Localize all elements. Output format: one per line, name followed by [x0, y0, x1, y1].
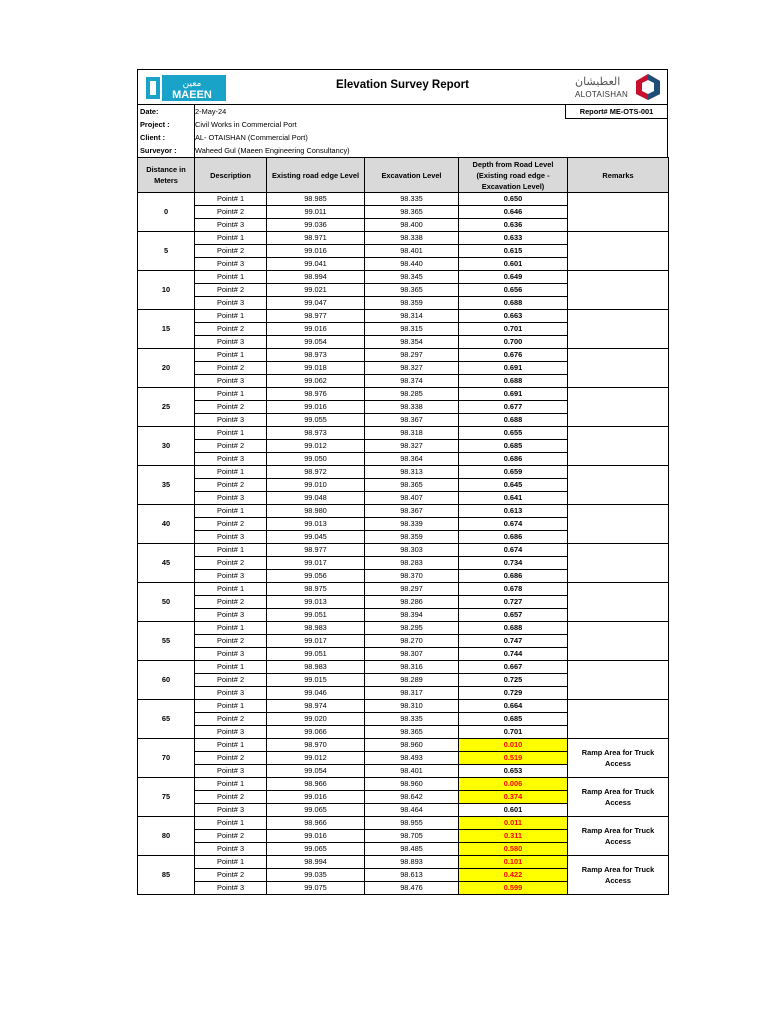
table-row — [138, 739, 669, 752]
alotaishan-logo-arabic: العطيشان — [575, 76, 621, 88]
description-cell: Point# 2 — [195, 830, 267, 843]
depth-cell: 0.674 — [459, 518, 568, 531]
description-cell: Point# 1 — [195, 466, 267, 479]
excavation-level-cell: 98.303 — [365, 544, 459, 557]
excavation-level-cell: 98.338 — [365, 232, 459, 245]
excavation-level-cell: 98.335 — [365, 193, 459, 206]
description-cell: Point# 3 — [195, 297, 267, 310]
existing-level-cell: 99.013 — [267, 518, 365, 531]
existing-level-cell: 99.016 — [267, 830, 365, 843]
description-cell: Point# 1 — [195, 544, 267, 557]
description-cell: Point# 1 — [195, 427, 267, 440]
depth-cell: 0.656 — [459, 284, 568, 297]
existing-level-cell: 99.016 — [267, 401, 365, 414]
depth-cell: 0.649 — [459, 271, 568, 284]
depth-cell: 0.422 — [459, 869, 568, 882]
remarks-cell — [568, 544, 669, 583]
existing-level-cell: 99.065 — [267, 843, 365, 856]
depth-cell: 0.650 — [459, 193, 568, 206]
existing-level-cell: 98.966 — [267, 817, 365, 830]
report-header — [137, 69, 668, 104]
table-row — [138, 778, 669, 791]
existing-level-cell: 98.994 — [267, 271, 365, 284]
description-cell: Point# 2 — [195, 206, 267, 219]
surveyor-label: Surveyor : — [140, 146, 177, 155]
description-cell: Point# 3 — [195, 843, 267, 856]
excavation-level-cell: 98.367 — [365, 505, 459, 518]
existing-level-cell: 99.035 — [267, 869, 365, 882]
remarks-cell — [568, 349, 669, 388]
depth-cell: 0.674 — [459, 544, 568, 557]
description-cell: Point# 1 — [195, 622, 267, 635]
depth-cell: 0.645 — [459, 479, 568, 492]
depth-cell: 0.615 — [459, 245, 568, 258]
depth-cell: 0.655 — [459, 427, 568, 440]
existing-level-cell: 99.016 — [267, 791, 365, 804]
description-cell: Point# 3 — [195, 375, 267, 388]
existing-level-cell: 98.971 — [267, 232, 365, 245]
excavation-level-cell: 98.297 — [365, 583, 459, 596]
table-row — [138, 310, 669, 323]
excavation-level-cell: 98.327 — [365, 440, 459, 453]
excavation-level-cell: 98.365 — [365, 726, 459, 739]
existing-level-cell: 99.055 — [267, 414, 365, 427]
excavation-level-cell: 98.339 — [365, 518, 459, 531]
depth-cell: 0.747 — [459, 635, 568, 648]
description-cell: Point# 2 — [195, 557, 267, 570]
existing-level-cell: 99.020 — [267, 713, 365, 726]
existing-level-cell: 98.974 — [267, 700, 365, 713]
table-row — [138, 622, 669, 635]
table-row — [138, 427, 669, 440]
depth-cell: 0.311 — [459, 830, 568, 843]
existing-level-cell: 98.985 — [267, 193, 365, 206]
existing-level-cell: 99.010 — [267, 479, 365, 492]
existing-level-cell: 99.062 — [267, 375, 365, 388]
survey-table-body — [138, 193, 669, 895]
date-label: Date: — [140, 107, 159, 116]
depth-cell: 0.664 — [459, 700, 568, 713]
depth-cell: 0.691 — [459, 388, 568, 401]
depth-cell: 0.691 — [459, 362, 568, 375]
description-cell: Point# 1 — [195, 856, 267, 869]
existing-level-cell: 98.983 — [267, 661, 365, 674]
remarks-cell — [568, 622, 669, 661]
description-cell: Point# 2 — [195, 791, 267, 804]
surveyor-value: Waheed Gul (Maeen Engineering Consultancy) — [195, 146, 350, 155]
existing-level-cell: 98.983 — [267, 622, 365, 635]
description-cell: Point# 3 — [195, 414, 267, 427]
description-cell: Point# 1 — [195, 310, 267, 323]
excavation-level-cell: 98.295 — [365, 622, 459, 635]
distance-cell: 65 — [138, 700, 195, 739]
depth-cell: 0.678 — [459, 583, 568, 596]
excavation-level-cell: 98.315 — [365, 323, 459, 336]
table-row — [138, 505, 669, 518]
depth-cell: 0.101 — [459, 856, 568, 869]
excavation-level-cell: 98.286 — [365, 596, 459, 609]
alotaishan-logo — [575, 73, 661, 103]
depth-cell: 0.653 — [459, 765, 568, 778]
existing-level-cell: 99.075 — [267, 882, 365, 895]
depth-cell: 0.613 — [459, 505, 568, 518]
depth-cell: 0.601 — [459, 258, 568, 271]
distance-cell: 25 — [138, 388, 195, 427]
existing-level-cell: 98.966 — [267, 778, 365, 791]
description-cell: Point# 2 — [195, 869, 267, 882]
existing-level-cell: 99.015 — [267, 674, 365, 687]
excavation-level-cell: 98.401 — [365, 245, 459, 258]
description-cell: Point# 2 — [195, 284, 267, 297]
remarks-cell: Ramp Area for Truck Access — [568, 778, 669, 817]
distance-cell: 5 — [138, 232, 195, 271]
excavation-level-cell: 98.289 — [365, 674, 459, 687]
existing-level-cell: 99.050 — [267, 453, 365, 466]
table-row — [138, 349, 669, 362]
description-cell: Point# 3 — [195, 609, 267, 622]
description-cell: Point# 2 — [195, 440, 267, 453]
excavation-level-cell: 98.314 — [365, 310, 459, 323]
distance-cell: 75 — [138, 778, 195, 817]
distance-cell: 40 — [138, 505, 195, 544]
depth-cell: 0.686 — [459, 570, 568, 583]
excavation-level-cell: 98.493 — [365, 752, 459, 765]
table-row — [138, 583, 669, 596]
existing-level-cell: 99.054 — [267, 336, 365, 349]
svg-text:معين: معين — [182, 79, 202, 89]
description-cell: Point# 2 — [195, 479, 267, 492]
excavation-level-cell: 98.705 — [365, 830, 459, 843]
remarks-cell — [568, 388, 669, 427]
description-cell: Point# 2 — [195, 713, 267, 726]
depth-cell: 0.011 — [459, 817, 568, 830]
existing-level-cell: 99.047 — [267, 297, 365, 310]
description-cell: Point# 3 — [195, 726, 267, 739]
depth-cell: 0.685 — [459, 713, 568, 726]
depth-cell: 0.010 — [459, 739, 568, 752]
depth-cell: 0.688 — [459, 375, 568, 388]
description-cell: Point# 1 — [195, 232, 267, 245]
excavation-level-cell: 98.310 — [365, 700, 459, 713]
existing-level-cell: 99.013 — [267, 596, 365, 609]
existing-level-cell: 99.018 — [267, 362, 365, 375]
remarks-cell — [568, 271, 669, 310]
table-row — [138, 700, 669, 713]
depth-cell: 0.701 — [459, 323, 568, 336]
col-remarks: Remarks — [568, 158, 669, 193]
excavation-level-cell: 98.394 — [365, 609, 459, 622]
existing-level-cell: 99.066 — [267, 726, 365, 739]
description-cell: Point# 1 — [195, 349, 267, 362]
depth-cell: 0.685 — [459, 440, 568, 453]
description-cell: Point# 2 — [195, 362, 267, 375]
excavation-level-cell: 98.955 — [365, 817, 459, 830]
existing-level-cell: 98.975 — [267, 583, 365, 596]
existing-level-cell: 99.041 — [267, 258, 365, 271]
existing-level-cell: 99.051 — [267, 648, 365, 661]
depth-cell: 0.519 — [459, 752, 568, 765]
excavation-level-cell: 98.285 — [365, 388, 459, 401]
remarks-cell: Ramp Area for Truck Access — [568, 739, 669, 778]
col-description: Description — [195, 158, 267, 193]
excavation-level-cell: 98.316 — [365, 661, 459, 674]
description-cell: Point# 3 — [195, 531, 267, 544]
distance-cell: 20 — [138, 349, 195, 388]
existing-level-cell: 99.051 — [267, 609, 365, 622]
excavation-level-cell: 98.359 — [365, 297, 459, 310]
description-cell: Point# 2 — [195, 245, 267, 258]
excavation-level-cell: 98.464 — [365, 804, 459, 817]
description-cell: Point# 1 — [195, 778, 267, 791]
distance-cell: 50 — [138, 583, 195, 622]
alotaishan-emblem-icon — [635, 73, 661, 101]
report-title: Elevation Survey Report — [336, 79, 469, 91]
excavation-level-cell: 98.365 — [365, 284, 459, 297]
existing-level-cell: 99.054 — [267, 765, 365, 778]
depth-cell: 0.633 — [459, 232, 568, 245]
description-cell: Point# 2 — [195, 596, 267, 609]
table-header-row — [138, 158, 669, 193]
depth-cell: 0.729 — [459, 687, 568, 700]
existing-level-cell: 99.017 — [267, 557, 365, 570]
remarks-cell — [568, 310, 669, 349]
excavation-level-cell: 98.345 — [365, 271, 459, 284]
excavation-level-cell: 98.367 — [365, 414, 459, 427]
existing-level-cell: 98.977 — [267, 544, 365, 557]
col-excavation-level: Excavation Level — [365, 158, 459, 193]
distance-cell: 30 — [138, 427, 195, 466]
excavation-level-cell: 98.354 — [365, 336, 459, 349]
description-cell: Point# 2 — [195, 752, 267, 765]
depth-cell: 0.686 — [459, 453, 568, 466]
depth-cell: 0.677 — [459, 401, 568, 414]
existing-level-cell: 99.011 — [267, 206, 365, 219]
excavation-level-cell: 98.893 — [365, 856, 459, 869]
date-value: 2-May-24 — [195, 107, 227, 116]
existing-level-cell: 99.012 — [267, 440, 365, 453]
table-row — [138, 661, 669, 674]
distance-cell: 70 — [138, 739, 195, 778]
client-value: AL- OTAISHAN (Commercial Port) — [195, 133, 308, 142]
description-cell: Point# 1 — [195, 388, 267, 401]
remarks-cell — [568, 505, 669, 544]
excavation-level-cell: 98.485 — [365, 843, 459, 856]
distance-cell: 55 — [138, 622, 195, 661]
depth-cell: 0.686 — [459, 531, 568, 544]
depth-cell: 0.601 — [459, 804, 568, 817]
survey-table — [137, 157, 669, 895]
excavation-level-cell: 98.317 — [365, 687, 459, 700]
table-row — [138, 817, 669, 830]
excavation-level-cell: 98.335 — [365, 713, 459, 726]
depth-cell: 0.727 — [459, 596, 568, 609]
description-cell: Point# 1 — [195, 583, 267, 596]
depth-cell: 0.701 — [459, 726, 568, 739]
col-depth: Depth from Road Level (Existing road edge - Excavation Level) — [459, 158, 568, 193]
description-cell: Point# 1 — [195, 505, 267, 518]
description-cell: Point# 2 — [195, 401, 267, 414]
existing-level-cell: 99.016 — [267, 323, 365, 336]
distance-cell: 0 — [138, 193, 195, 232]
remarks-cell — [568, 583, 669, 622]
description-cell: Point# 3 — [195, 570, 267, 583]
depth-cell: 0.374 — [459, 791, 568, 804]
description-cell: Point# 1 — [195, 271, 267, 284]
remarks-cell — [568, 466, 669, 505]
remarks-cell — [568, 232, 669, 271]
excavation-level-cell: 98.365 — [365, 206, 459, 219]
remarks-cell: Ramp Area for Truck Access — [568, 817, 669, 856]
description-cell: Point# 3 — [195, 882, 267, 895]
excavation-level-cell: 98.960 — [365, 739, 459, 752]
existing-level-cell: 99.065 — [267, 804, 365, 817]
excavation-level-cell: 98.327 — [365, 362, 459, 375]
description-cell: Point# 3 — [195, 219, 267, 232]
depth-cell: 0.688 — [459, 622, 568, 635]
depth-cell: 0.599 — [459, 882, 568, 895]
description-cell: Point# 2 — [195, 635, 267, 648]
depth-cell: 0.641 — [459, 492, 568, 505]
depth-cell: 0.676 — [459, 349, 568, 362]
table-row — [138, 193, 669, 206]
existing-level-cell: 99.056 — [267, 570, 365, 583]
excavation-level-cell: 98.270 — [365, 635, 459, 648]
table-row — [138, 232, 669, 245]
alotaishan-logo-text: ALOTAISHAN — [575, 90, 629, 99]
depth-cell: 0.734 — [459, 557, 568, 570]
maeen-logo-text: MAEEN — [172, 89, 212, 101]
existing-level-cell: 99.021 — [267, 284, 365, 297]
depth-cell: 0.636 — [459, 219, 568, 232]
description-cell: Point# 1 — [195, 817, 267, 830]
description-cell: Point# 2 — [195, 674, 267, 687]
distance-cell: 45 — [138, 544, 195, 583]
report-info — [137, 104, 668, 157]
excavation-level-cell: 98.407 — [365, 492, 459, 505]
distance-cell: 85 — [138, 856, 195, 895]
distance-cell: 60 — [138, 661, 195, 700]
depth-cell: 0.646 — [459, 206, 568, 219]
remarks-cell — [568, 661, 669, 700]
excavation-level-cell: 98.297 — [365, 349, 459, 362]
existing-level-cell: 98.970 — [267, 739, 365, 752]
excavation-level-cell: 98.400 — [365, 219, 459, 232]
existing-level-cell: 99.046 — [267, 687, 365, 700]
excavation-level-cell: 98.401 — [365, 765, 459, 778]
description-cell: Point# 3 — [195, 648, 267, 661]
existing-level-cell: 98.973 — [267, 427, 365, 440]
distance-cell: 10 — [138, 271, 195, 310]
excavation-level-cell: 98.283 — [365, 557, 459, 570]
excavation-level-cell: 98.318 — [365, 427, 459, 440]
description-cell: Point# 3 — [195, 492, 267, 505]
depth-cell: 0.688 — [459, 414, 568, 427]
col-distance: Distance in Meters — [138, 158, 195, 193]
excavation-level-cell: 98.476 — [365, 882, 459, 895]
excavation-level-cell: 98.440 — [365, 258, 459, 271]
excavation-level-cell: 98.370 — [365, 570, 459, 583]
report-number: Report# ME-OTS-001 — [565, 105, 667, 119]
depth-cell: 0.657 — [459, 609, 568, 622]
remarks-cell — [568, 700, 669, 739]
description-cell: Point# 3 — [195, 336, 267, 349]
description-cell: Point# 1 — [195, 739, 267, 752]
existing-level-cell: 99.048 — [267, 492, 365, 505]
description-cell: Point# 2 — [195, 518, 267, 531]
description-cell: Point# 1 — [195, 193, 267, 206]
existing-level-cell: 98.972 — [267, 466, 365, 479]
existing-level-cell: 98.977 — [267, 310, 365, 323]
excavation-level-cell: 98.364 — [365, 453, 459, 466]
description-cell: Point# 1 — [195, 661, 267, 674]
depth-cell: 0.663 — [459, 310, 568, 323]
description-cell: Point# 1 — [195, 700, 267, 713]
remarks-cell: Ramp Area for Truck Access — [568, 856, 669, 895]
excavation-level-cell: 98.338 — [365, 401, 459, 414]
excavation-level-cell: 98.359 — [365, 531, 459, 544]
depth-cell: 0.667 — [459, 661, 568, 674]
table-row — [138, 388, 669, 401]
client-label: Client : — [140, 133, 166, 142]
existing-level-cell: 99.016 — [267, 245, 365, 258]
existing-level-cell: 98.980 — [267, 505, 365, 518]
depth-cell: 0.688 — [459, 297, 568, 310]
remarks-cell — [568, 193, 669, 232]
depth-cell: 0.006 — [459, 778, 568, 791]
description-cell: Point# 3 — [195, 258, 267, 271]
existing-level-cell: 99.036 — [267, 219, 365, 232]
table-row — [138, 271, 669, 284]
table-row — [138, 466, 669, 479]
table-row — [138, 544, 669, 557]
distance-cell: 80 — [138, 817, 195, 856]
existing-level-cell: 99.045 — [267, 531, 365, 544]
depth-cell: 0.580 — [459, 843, 568, 856]
description-cell: Point# 3 — [195, 804, 267, 817]
depth-cell: 0.700 — [459, 336, 568, 349]
distance-cell: 35 — [138, 466, 195, 505]
depth-cell: 0.659 — [459, 466, 568, 479]
existing-level-cell: 98.973 — [267, 349, 365, 362]
description-cell: Point# 3 — [195, 687, 267, 700]
distance-cell: 15 — [138, 310, 195, 349]
existing-level-cell: 99.012 — [267, 752, 365, 765]
project-value: Civil Works in Commercial Port — [195, 120, 297, 129]
excavation-level-cell: 98.313 — [365, 466, 459, 479]
excavation-level-cell: 98.365 — [365, 479, 459, 492]
report-sheet — [137, 69, 668, 895]
existing-level-cell: 99.017 — [267, 635, 365, 648]
existing-level-cell: 98.994 — [267, 856, 365, 869]
remarks-cell — [568, 427, 669, 466]
excavation-level-cell: 98.613 — [365, 869, 459, 882]
excavation-level-cell: 98.374 — [365, 375, 459, 388]
table-row — [138, 856, 669, 869]
excavation-level-cell: 98.960 — [365, 778, 459, 791]
excavation-level-cell: 98.642 — [365, 791, 459, 804]
project-label: Project : — [140, 120, 170, 129]
col-existing-level: Existing road edge Level — [267, 158, 365, 193]
existing-level-cell: 98.976 — [267, 388, 365, 401]
excavation-level-cell: 98.307 — [365, 648, 459, 661]
description-cell: Point# 2 — [195, 323, 267, 336]
description-cell: Point# 3 — [195, 765, 267, 778]
depth-cell: 0.744 — [459, 648, 568, 661]
description-cell: Point# 3 — [195, 453, 267, 466]
depth-cell: 0.725 — [459, 674, 568, 687]
